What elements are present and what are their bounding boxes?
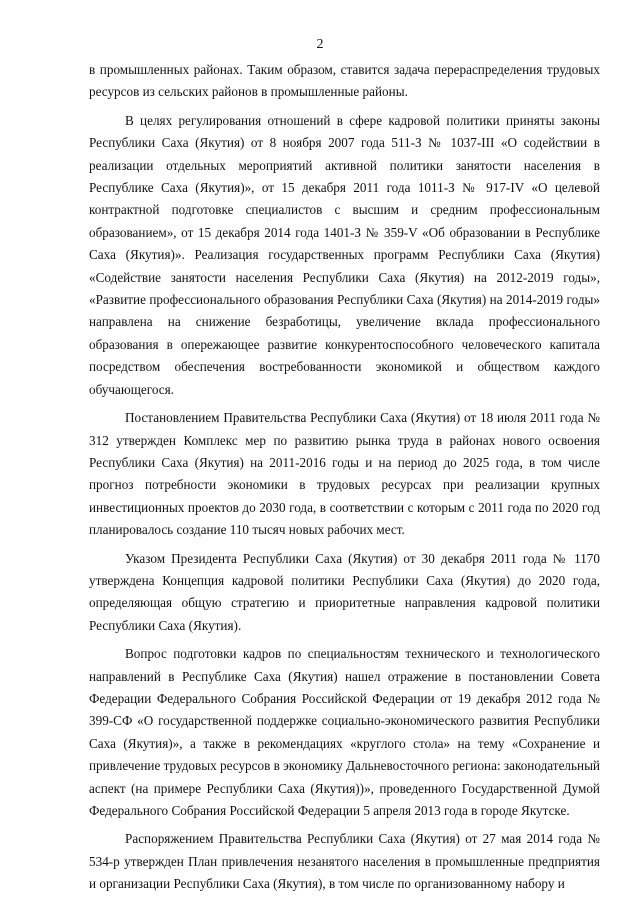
paragraph-government-order: Распоряжением Правительства Республики Саха (Якутия) от 27 мая 2014 года № 534-р утвержден План привлечения незанятого населения в промышленные предприятия и организации Республики Саха (Якутия), в том числе по организованному набору и: [89, 831, 600, 892]
paragraph-labor-market: Постановлением Правительства Республики Саха (Якутия) от 18 июля 2011 года № 312 утвержден Комплекс мер по развитию рынка труда в районах нового освоения Республики Саха (Якутия) на 2011-2016 годы и на период до 2025 года, в том числе прогноз потребности экономики в трудовых ресурсах при реализации крупных инвестиционных проектов до 2030 года, в соответствии с которым с 2011 года по 2020 год планировалось создание 110 тысяч новых рабочих мест.: [89, 410, 600, 538]
paragraph-presidential-decree: Указом Президента Республики Саха (Якутия) от 30 декабря 2011 года № 1170 утверждена Концепция кадровой политики Республики Саха (Якутия) до 2020 года, определяющая общую стратегию и приоритетные направления кадровой политики Республики Саха (Якутия).: [89, 550, 600, 633]
page-number: 2: [316, 37, 324, 52]
paragraph-continuation: в промышленных районах. Таким образом, ставится задача перераспределения трудовых ресурсов из сельских районов в промышленные районы.: [89, 62, 600, 100]
document-body: [89, 59, 600, 902]
paragraph-federation-council: Вопрос подготовки кадров по специальностям технического и технологического направлений в Республике Саха (Якутия) нашел отражение в постановлении Совета Федерации Федерального Собрания Российской Федерации от 19 декабря 2012 года № 399-СФ «О государственной поддержке социально-экономического развития Республики Саха (Якутия)», а также в рекомендациях «круглого стола» на тему «Сохранение и привлечение трудовых ресурсов в экономику Дальневосточного региона: законодательный аспект (на примере Республики Саха (Якутия))», проведенного Государственной Думой Федерального Собрания Российской Федерации 5 апреля 2013 года в городе Якутске.: [89, 646, 600, 818]
paragraph-laws: В целях регулирования отношений в сфере кадровой политики приняты законы Республики Саха (Якутия) от 8 ноября 2007 года 511-З № 1037-III «О содействии в реализации отдельных мероприятий активной политики занятости населения в Республике Саха (Якутия)», от 15 декабря 2011 года 1011-З № 917-IV «О целевой контрактной подготовке специалистов с высшим и средним профессиональным образованием», от 15 декабря 2014 года 1401-З № 359-V «Об образовании в Республике Саха (Якутия)». Реализация государственных программ Республики Саха (Якутия) «Содействие занятости населения Республики Саха (Якутия) на 2012-2019 годы», «Развитие профессионального образования Республики Саха (Якутия) на 2014-2019 годы» направлена на снижение безработицы, увеличение вклада профессионального образования в опережающее развитие конкурентоспособного человеческого капитала посредством обеспечения востребованности экономикой и обществом каждого обучающегося.: [89, 112, 600, 397]
